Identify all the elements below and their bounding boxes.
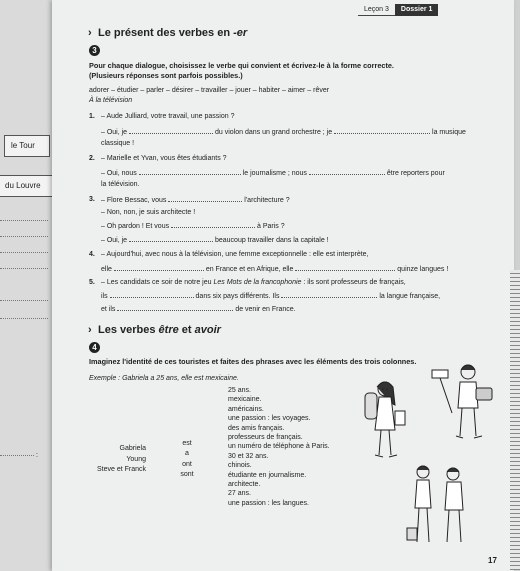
- verb-item: sont: [180, 471, 194, 479]
- left-page-line: [0, 236, 48, 237]
- dialogue-line: – Aude Julliard, votre travail, une passion ?: [101, 113, 235, 120]
- section-title-etre-avoir: [88, 324, 221, 336]
- complement-item: américains.: [228, 405, 264, 413]
- subjects-column: [82, 444, 146, 476]
- verb-item: a: [185, 450, 189, 458]
- section-title-text: et: [178, 324, 195, 336]
- dialogue-line: [101, 168, 445, 178]
- dialogue-line: [101, 304, 296, 314]
- verbs-column: [172, 439, 202, 481]
- dialogue-text: quinze langues !: [397, 266, 449, 273]
- context-label: À la télévision: [89, 97, 133, 104]
- dialogue-text: – Oui, nous: [101, 170, 137, 177]
- verb-item: ont: [182, 460, 192, 468]
- dialogue-line: [101, 264, 448, 274]
- answer-blank[interactable]: [309, 168, 385, 175]
- answer-blank[interactable]: [117, 304, 233, 311]
- lesson-label: Leçon 3: [358, 4, 395, 16]
- complement-item: 30 et 32 ans.: [228, 452, 269, 460]
- dialogue-text: : ils sont professeurs de français,: [301, 279, 406, 286]
- complement-item: une passion : les langues.: [228, 499, 309, 507]
- exercise-number-3: 3: [89, 45, 100, 56]
- section-title-text: Les verbes: [98, 324, 159, 336]
- item-number: 2.: [89, 155, 95, 162]
- dialogue-text: en France et en Afrique, elle: [205, 266, 294, 273]
- section-title-verb: être: [158, 324, 179, 336]
- show-title: Les Mots de la francophonie: [213, 279, 302, 286]
- complement-item: 27 ans.: [228, 490, 251, 498]
- dialogue-text: – Oui, je: [101, 237, 128, 244]
- chevron-right-icon: ›: [88, 324, 92, 336]
- dialogue-text: être reporters pour: [386, 170, 445, 177]
- complement-item: un numéro de téléphone à Paris.: [228, 443, 330, 451]
- complement-item: étudiante en journalisme.: [228, 471, 307, 479]
- answer-blank[interactable]: [129, 235, 213, 242]
- dialogue-text: – Oh pardon ! Et vous: [101, 223, 170, 230]
- dialogue-line: la télévision.: [101, 181, 140, 188]
- dialogue-line: – Aujourd'hui, avec nous à la télévision, une femme exceptionnelle : elle est interprète,: [101, 251, 369, 258]
- dialogue-line: [101, 278, 406, 287]
- dialogue-line: classique !: [101, 140, 135, 147]
- left-page-line: [0, 318, 48, 319]
- answer-blank[interactable]: [129, 127, 213, 134]
- left-page-line: [0, 252, 48, 253]
- complement-item: chinois.: [228, 462, 252, 470]
- answer-blank[interactable]: [110, 291, 194, 298]
- section-title-text: Le présent des verbes en: [98, 27, 234, 39]
- dialogue-text: dans six pays différents. Ils: [195, 293, 280, 300]
- section-title-verb: avoir: [194, 324, 221, 336]
- complement-item: 25 ans.: [228, 387, 251, 394]
- left-page-line: [0, 455, 34, 456]
- complement-item: architecte.: [228, 481, 261, 489]
- left-page-box-louvre: [0, 175, 52, 197]
- answer-blank[interactable]: [114, 264, 204, 271]
- dialogue-line: [101, 291, 440, 301]
- item-number: 1.: [89, 113, 95, 120]
- exercise-3-instruction: [89, 61, 394, 80]
- dialogue-text: elle: [101, 266, 112, 273]
- dialogue-text: de venir en France.: [235, 306, 296, 313]
- answer-blank[interactable]: [281, 291, 377, 298]
- two-tourists-illustration: [405, 462, 479, 554]
- item-number: 3.: [89, 196, 95, 203]
- answer-blank[interactable]: [139, 168, 241, 175]
- dialogue-text: ils: [101, 293, 108, 300]
- subject-item: Gabriela: [119, 445, 146, 452]
- left-page-box-tour-text: le Tour: [11, 141, 35, 150]
- item-number: 4.: [89, 251, 95, 258]
- dialogue-text: la musique: [432, 129, 466, 136]
- complement-item: une passion : les voyages.: [228, 415, 311, 423]
- page-number: 17: [488, 556, 497, 565]
- dialogue-text: le journalisme ; nous: [242, 170, 307, 177]
- instruction-line: Pour chaque dialogue, choisissez le verbe qui convient et écrivez-le à la forme correcte.: [89, 61, 394, 70]
- dialogue-text: et ils: [101, 306, 116, 313]
- dialogue-text: la langue française,: [379, 293, 441, 300]
- subject-item: Young: [126, 455, 146, 463]
- left-page-line: [0, 220, 48, 221]
- dialogue-line: [101, 221, 285, 231]
- left-page-colon: :: [36, 452, 38, 459]
- dialogue-line: [101, 235, 329, 245]
- dialogue-line: – Marielle et Yvan, vous êtes étudiants ?: [101, 155, 227, 162]
- dialogue-line: – Non, non, je suis architecte !: [101, 209, 196, 216]
- answer-blank[interactable]: [171, 221, 255, 228]
- left-page-line: [0, 268, 48, 269]
- dialogue-text: – Flore Bessac, vous: [101, 197, 167, 204]
- tourist-girl-illustration: [355, 375, 417, 467]
- chevron-right-icon: ›: [88, 27, 92, 39]
- dialogue-text: du violon dans un grand orchestre ; je: [214, 129, 333, 136]
- page-header: [358, 4, 438, 16]
- complement-item: professeurs de français.: [228, 434, 303, 442]
- tourist-man-with-sign-illustration: [430, 358, 500, 443]
- left-page-line: [0, 300, 48, 301]
- dialogue-line: [101, 195, 290, 205]
- answer-blank[interactable]: [295, 264, 395, 271]
- dialogue-text: beaucoup travailler dans la capitale !: [214, 237, 329, 244]
- example-sentence: Exemple : Gabriela a 25 ans, elle est mexicaine.: [89, 375, 239, 382]
- dialogue-text: – Oui, je: [101, 129, 128, 136]
- item-number: 5.: [89, 279, 95, 286]
- complements-column: [228, 386, 330, 508]
- instruction-line: (Plusieurs réponses sont parfois possibles.): [89, 70, 243, 80]
- complement-item: des amis français.: [228, 424, 285, 432]
- subject-item: Steve et Franck: [96, 466, 146, 473]
- verb-list: adorer – étudier – parler – désirer – travailler – jouer – habiter – aimer – rêver: [89, 87, 330, 94]
- dialogue-text: à Paris ?: [257, 223, 285, 230]
- left-page-box-tour: [4, 135, 50, 157]
- answer-blank[interactable]: [168, 195, 242, 202]
- section-title-suffix: -er: [233, 27, 248, 39]
- exercise-4-instruction: Imaginez l'identité de ces touristes et faites des phrases avec les éléments des trois colonnes.: [89, 357, 417, 366]
- section-title-present: [88, 27, 247, 39]
- dialogue-text: l'architecture ?: [244, 197, 290, 204]
- exercise-number-4: 4: [89, 342, 100, 353]
- dialogue-text: – Les candidats ce soir de notre jeu: [101, 279, 214, 286]
- left-page-edge: [0, 0, 52, 571]
- complement-item: mexicaine.: [228, 396, 262, 404]
- dossier-label: Dossier 1: [395, 4, 439, 16]
- page-edge-stripes: [510, 270, 520, 570]
- dialogue-line: [101, 127, 466, 137]
- left-page-box-louvre-text: du Louvre: [5, 181, 41, 190]
- answer-blank[interactable]: [334, 127, 430, 134]
- verb-item: est: [182, 440, 192, 447]
